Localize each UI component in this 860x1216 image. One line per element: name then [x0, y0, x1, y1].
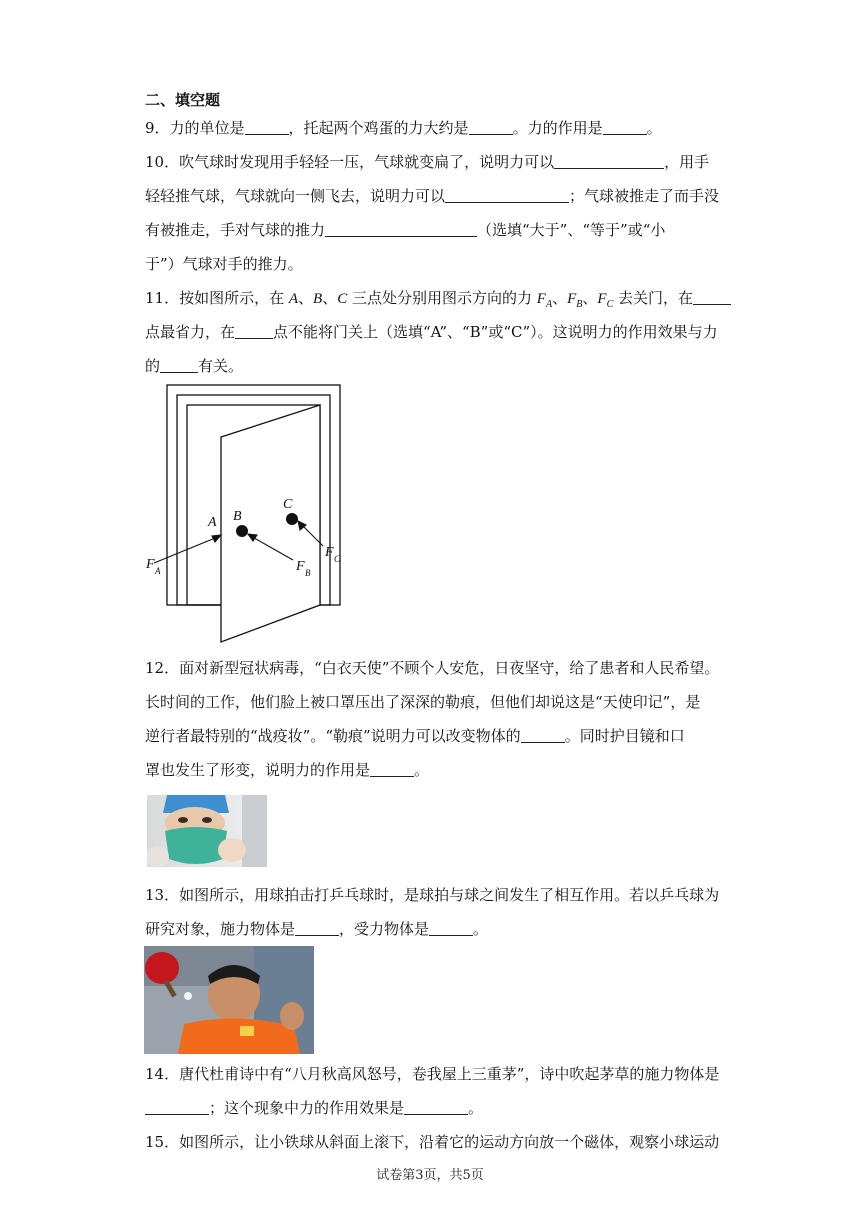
label-fc: F	[325, 545, 334, 560]
question-11-line-3: 的 有关。	[145, 357, 244, 375]
force-a-arrowhead	[212, 535, 221, 542]
answer-blank[interactable]	[295, 920, 339, 936]
answer-blank[interactable]	[469, 119, 513, 135]
question-14-line-1: 14．唐代杜甫诗中有“八月秋高风怒号，卷我屋上三重茅”，诗中吹起茅草的施力物体是	[145, 1065, 720, 1083]
label-fa: F	[146, 557, 155, 572]
question-11-line-1: 11．按如图所示，在 A、B、C 三点处分别用图示方向的力 $F_A$、$F_B$、$F_C$ 去关门，在	[145, 288, 725, 315]
answer-blank[interactable]	[554, 153, 664, 169]
question-14-line-2: ；这个现象中力的作用效果是 。	[145, 1098, 725, 1118]
label-c: C	[283, 497, 293, 512]
answer-blank[interactable]	[404, 1099, 468, 1115]
answer-blank[interactable]	[693, 289, 731, 305]
answer-blank[interactable]	[145, 1099, 209, 1115]
point-c-dot	[286, 513, 298, 525]
question-12-line-1: 12．面对新型冠状病毒，“白衣天使”不顾个人安危，日夜坚守，给了患者和人民希望。	[145, 659, 720, 677]
question-12-line-3: 逆行者最特别的“战疫妆”。“勒痕”说明力可以改变物体的 。同时护目镜和口	[145, 727, 685, 745]
answer-blank[interactable]	[603, 119, 647, 135]
label-fa-sub: A	[155, 566, 161, 576]
answer-blank[interactable]	[429, 920, 473, 936]
label-fc-sub: C	[334, 554, 341, 564]
page-footer: 试卷第3页，共5页	[376, 1168, 484, 1183]
answer-blank[interactable]	[370, 761, 414, 777]
answer-blank[interactable]	[521, 727, 565, 743]
answer-blank[interactable]	[160, 357, 198, 373]
question-9: 9．力的单位是 ，托起两个鸡蛋的力大约是 。力的作用是 。	[145, 119, 662, 137]
section-title: 二、填空题	[145, 91, 221, 109]
answer-blank[interactable]	[445, 187, 569, 203]
question-10-line-4: 于”）气球对手的推力。	[145, 255, 303, 273]
question-13-line-2: 研究对象，施力物体是 ，受力物体是 。	[145, 920, 489, 938]
label-fb-sub: B	[305, 568, 311, 578]
question-12-line-2: 长时间的工作，他们脸上被口罩压出了深深的勒痕，但他们却说这是“天使印记”，是	[145, 693, 701, 711]
question-11-line-2: 点最省力，在 点不能将门关上（选填“A”、“B”或“C”）。这说明力的作用效果与力	[145, 323, 718, 341]
point-b-dot	[236, 525, 248, 537]
question-10-line-1: 10．吹气球时发现用手轻轻一压，气球就变扁了，说明力可以 ，用手	[145, 153, 710, 171]
question-10-line-3: 有被推走，手对气球的推力 （选填“大于”、“等于”或“小	[145, 221, 666, 239]
label-fb: F	[296, 559, 305, 574]
label-a: A	[208, 515, 217, 530]
door-diagram	[140, 380, 350, 650]
label-b: B	[233, 509, 242, 524]
table-tennis-photo	[144, 946, 314, 1054]
answer-blank[interactable]	[245, 119, 289, 135]
question-12-line-4: 罩也发生了形变，说明力的作用是 。	[145, 761, 430, 779]
question-10-line-2: 轻轻推气球，气球就向一侧飞去，说明力可以 ；气球被推走了而手没	[145, 187, 720, 205]
question-15-line-1: 15．如图所示，让小铁球从斜面上滚下，沿着它的运动方向放一个磁体，观察小球运动	[145, 1133, 720, 1151]
answer-blank[interactable]	[235, 323, 273, 339]
nurse-photo	[147, 795, 267, 867]
answer-blank[interactable]	[325, 221, 477, 237]
question-13-line-1: 13．如图所示，用球拍击打乒乓球时，是球拍与球之间发生了相互作用。若以乒乓球为	[145, 886, 720, 904]
